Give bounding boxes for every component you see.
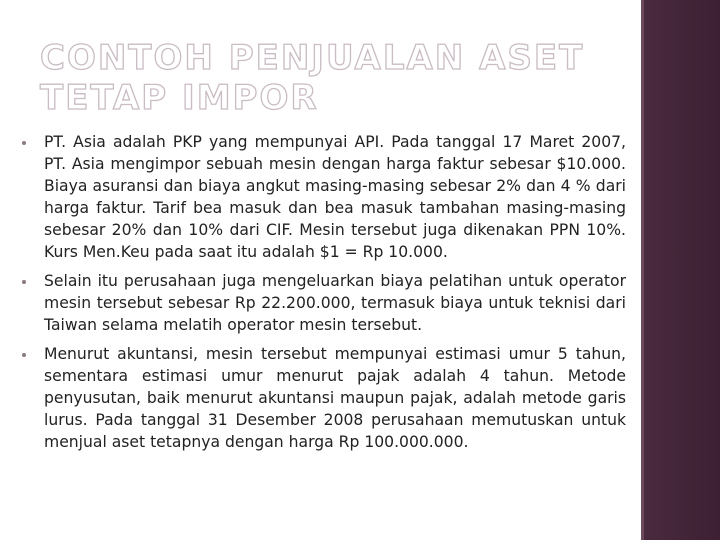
list-item (18, 270, 626, 336)
side-panel-edge (641, 0, 644, 540)
bullet-icon (22, 280, 26, 284)
bullet-list (18, 131, 626, 460)
decorative-side-panel (641, 0, 720, 540)
bullet-text: Selain itu perusahaan juga mengeluarkan biaya pelatihan untuk operator mesin tersebut sebesar Rp 22.200.000, termasuk biaya untuk teknisi dari Taiwan selama melatih operator mesin tersebut. (44, 272, 626, 334)
bullet-icon (22, 141, 26, 145)
bullet-text: Menurut akuntansi, mesin tersebut mempunyai estimasi umur 5 tahun, sementara estimasi umur menurut pajak adalah 4 tahun. Metode penyusutan, baik menurut akuntansi maupun pajak, adalah metode garis lurus. Pada tanggal 31 Desember 2008 perusahaan memutuskan untuk menjual aset tetapnya dengan harga Rp 100.000.000. (44, 345, 626, 451)
bullet-text: PT. Asia adalah PKP yang mempunyai API. Pada tanggal 17 Maret 2007, PT. Asia mengimpor sebuah mesin dengan harga faktur sebesar $10.000. Biaya asuransi dan biaya angkut masing-masing sebesar 2% dan 4 % dari harga faktur. Tarif bea masuk dan bea masuk tambahan masing-masing sebesar 20% dan 10% dari CIF. Mesin tersebut juga dikenakan PPN 10%. Kurs Men.Keu pada saat itu adalah $1 = Rp 10.000. (44, 133, 626, 261)
slide-title: CONTOH PENJUALAN ASET TETAP IMPOR (40, 38, 585, 118)
list-item (18, 343, 626, 453)
list-item (18, 131, 626, 263)
bullet-icon (22, 353, 26, 357)
